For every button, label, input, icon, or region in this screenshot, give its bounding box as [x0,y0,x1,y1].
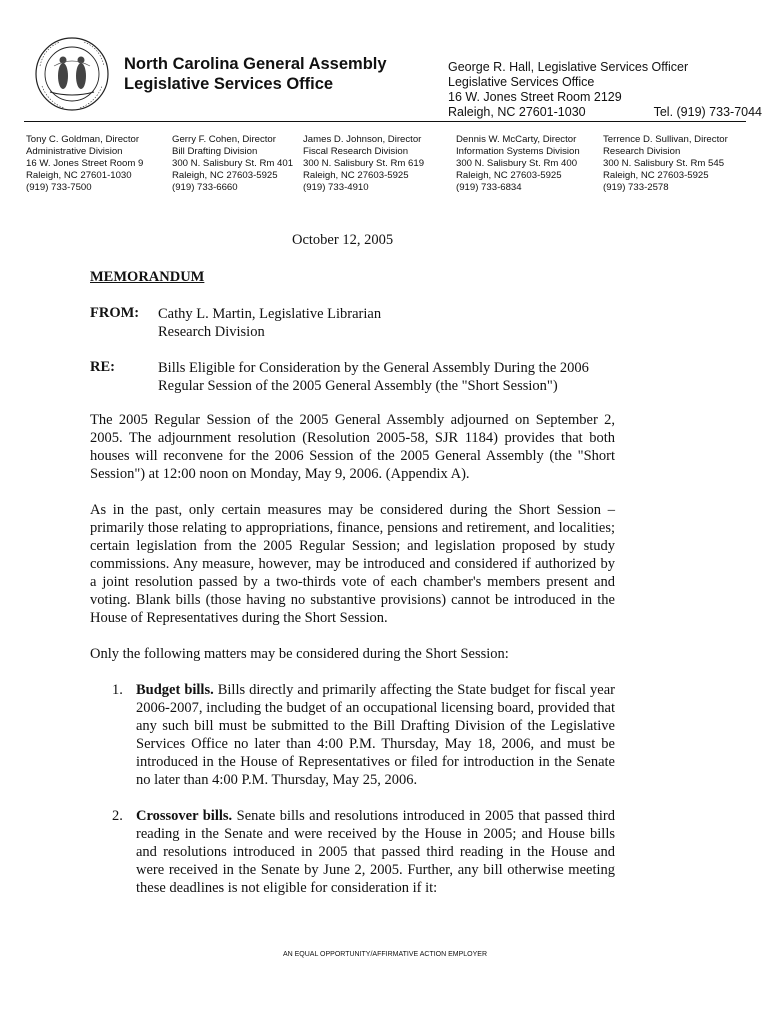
director-division: Research Division [603,146,681,157]
paragraph: Only the following matters may be considered during the Short Session: [90,646,509,662]
state-seal-icon [30,36,114,112]
director-phone: (919) 733-2578 [603,182,669,193]
officer-block [448,60,762,120]
officer-phone: Tel. (919) 733-7044 [653,105,762,119]
director-phone: (919) 733-7500 [26,182,92,193]
director-phone: (919) 733-6834 [456,182,522,193]
memo-date: October 12, 2005 [292,232,394,248]
director-name: Gerry F. Cohen, Director [172,134,276,145]
officer-city: Raleigh, NC 27601-1030 [448,105,586,119]
list-number: 2. [112,808,123,824]
list-number: 1. [112,682,123,698]
director-division: Bill Drafting Division [172,146,258,157]
re-line: Bills Eligible for Consideration by the General Assembly During the 2006 [158,360,589,376]
director-phone: (919) 733-4910 [303,182,369,193]
director-phone: (919) 733-6660 [172,182,238,193]
director-division: Information Systems Division [456,146,580,157]
from-division: Research Division [158,324,265,340]
from-name: Cathy L. Martin, Legislative Librarian [158,306,382,322]
director-block [303,134,424,194]
director-block [26,134,143,194]
re-label: RE: [90,359,115,375]
re-line: Regular Session of the 2005 General Assembly (the "Short Session") [158,378,558,394]
director-city: Raleigh, NC 27603-5925 [172,170,278,181]
list-item [112,681,615,789]
list-item [112,807,615,897]
officer-office: Legislative Services Office [448,75,595,89]
director-city: Raleigh, NC 27603-5925 [456,170,562,181]
paragraph: The 2005 Regular Session of the 2005 General Assembly adjourned on September 2, 2005. The adjournment resolution (Resolution 2005-58, SJR 1184) provides that both houses will reconvene for the 2006 Session of the 2005 General Assembly (the "Short Session") at 12:00 noon on Monday, May 9, 2006. (Appendix A). [90,412,615,482]
paragraph: As in the past, only certain measures may be considered during the Short Session – primarily those relating to appropriations, finance, pensions and retirement, and localities; certain legislation from the 2005 Regular Session; and legislation proposed by study commissions. Any measure, however, may be introduced and considered if authorized by a joint resolution passed by a two-thirds vote of each chamber's members present and voting. Blank bills (those having no substantive provisions) cannot be introduced in the House of Representatives during the Short Session. [90,502,615,626]
director-division: Fiscal Research Division [303,146,409,157]
director-name: Dennis W. McCarty, Director [456,134,577,145]
director-name: James D. Johnson, Director [303,134,422,145]
director-block [456,134,580,194]
director-address: 300 N. Salisbury St. Rm 401 [172,158,294,169]
from-label: FROM: [90,305,140,321]
list-heading: Crossover bills. [136,808,233,824]
memo-title: MEMORANDUM [90,269,205,285]
director-division: Administrative Division [26,146,123,157]
header-divider [24,121,746,122]
footer-text: AN EQUAL OPPORTUNITY/AFFIRMATIVE ACTION EMPLOYER [282,951,488,958]
director-block [603,134,728,194]
list-text: Bills directly and primarily affecting the State budget for fiscal year 2006-2007, including the budget of an occupational licensing board, provided that any such bill must be submitted to the Bill Drafting Division of the Legislative Services Office no later than 4:00 P.M. Thursday, May 18, 2006, and must be introduced in the House of Representatives or filed for introduction in the Senate no later than 4:00 P.M. Thursday, May 25, 2006. [136,682,615,788]
director-city: Raleigh, NC 27601-1030 [26,170,132,181]
org-name: North Carolina General Assembly [124,55,387,73]
re-value [158,359,628,395]
list-text: Senate bills and resolutions introduced in 2005 that passed third reading in the Senate and were received by the House in 2005; and House bills and resolutions introduced in 2005 that passed third reading in the House and were received in the Senate by June 2, 2005. Further, any bill otherwise meeting these deadlines is not eligible for consideration if it: [136,808,615,896]
director-city: Raleigh, NC 27603-5925 [303,170,409,181]
director-address: 16 W. Jones Street Room 9 [26,158,144,169]
office-name: Legislative Services Office [124,75,334,93]
director-address: 300 N. Salisbury St. Rm 545 [603,158,725,169]
director-city: Raleigh, NC 27603-5925 [603,170,709,181]
director-address: 300 N. Salisbury St. Rm 400 [456,158,578,169]
director-block [172,134,293,194]
officer-name: George R. Hall, Legislative Services Officer [448,60,689,74]
director-name: Tony C. Goldman, Director [26,134,140,145]
from-value [158,305,628,341]
director-address: 300 N. Salisbury St. Rm 619 [303,158,425,169]
director-name: Terrence D. Sullivan, Director [603,134,728,145]
list-heading: Budget bills. [136,682,214,698]
officer-address: 16 W. Jones Street Room 2129 [448,90,622,104]
